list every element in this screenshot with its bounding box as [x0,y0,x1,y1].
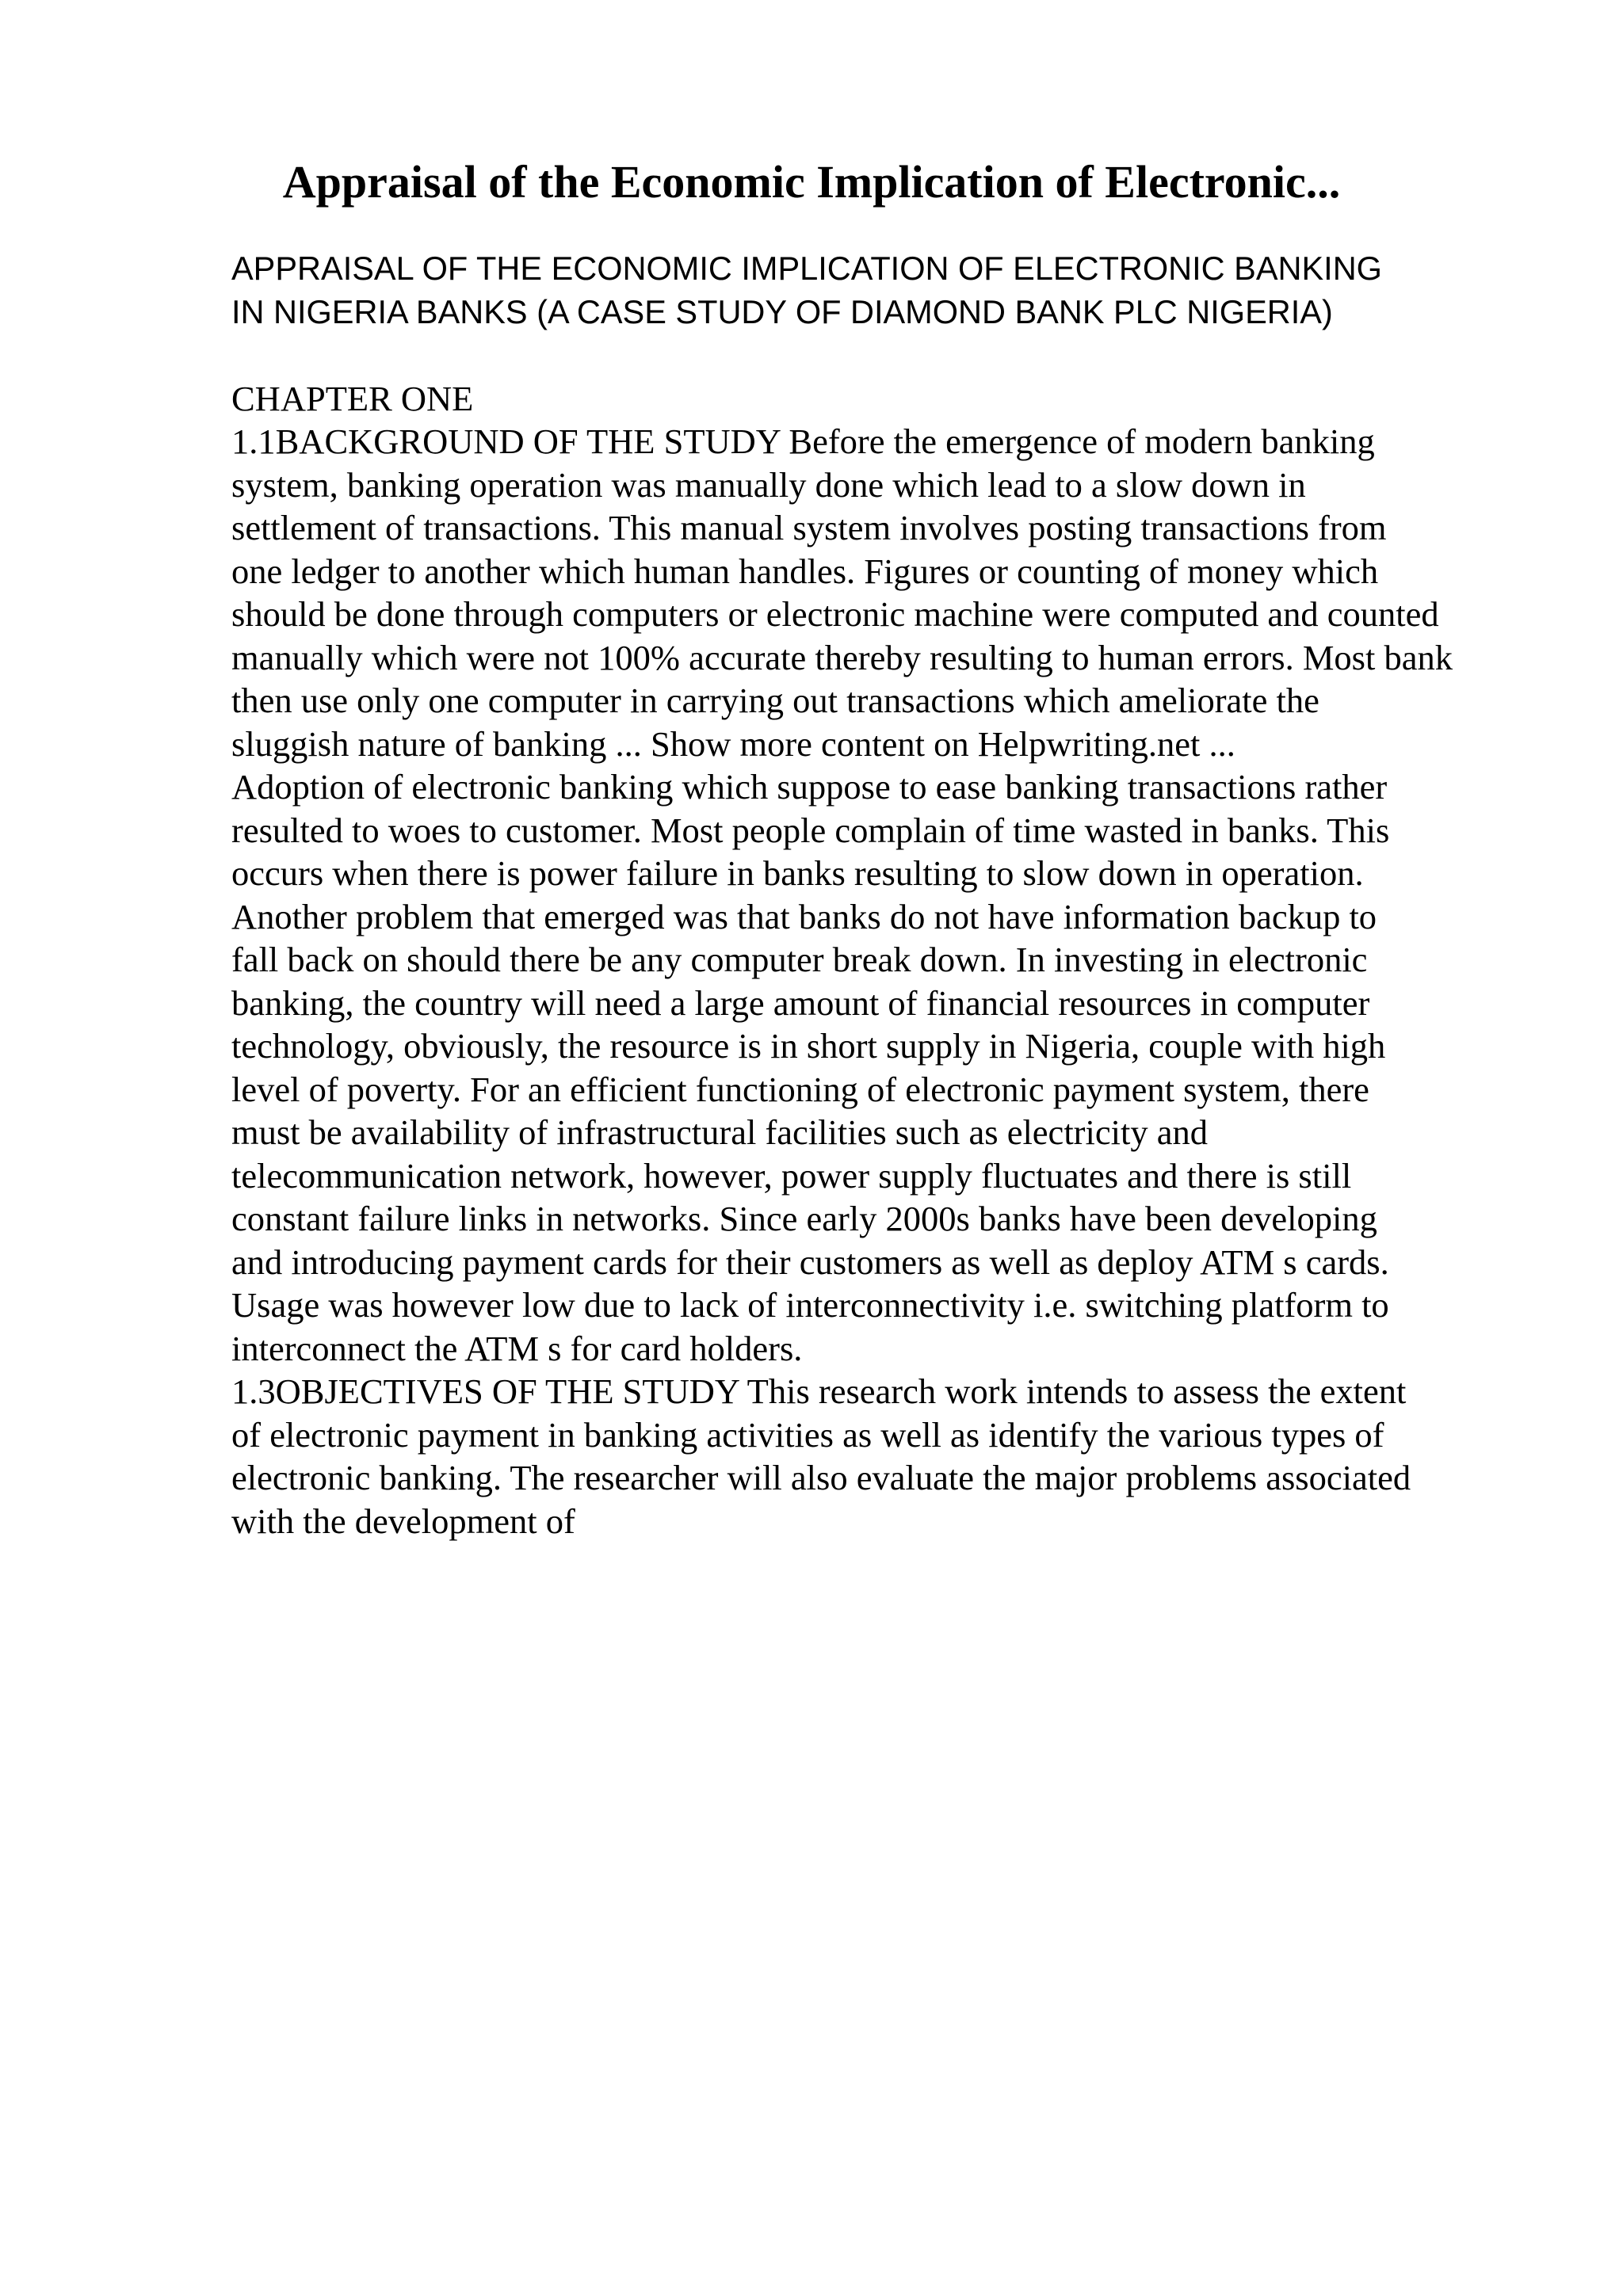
paragraph-line: of electronic payment in banking activities as well as identify the various types of [231,1414,1384,1455]
paragraph-line: telecommunication network, however, power supply fluctuates and there is still [231,1155,1352,1196]
paragraph-line: sluggish nature of banking ... Show more content on Helpwriting.net ... [231,723,1235,764]
paragraph-line: with the development of [231,1501,575,1541]
background-paragraph [231,420,1594,765]
paragraph-spacer [231,334,1594,377]
paragraph-line: then use only one computer in carrying out transactions which ameliorate the [231,681,1319,720]
paragraph-line: banking, the country will need a large amount of financial resources in computer [231,982,1370,1023]
paragraph-line: 1.3OBJECTIVES OF THE STUDY This research work intends to assess the extent [231,1371,1407,1411]
paragraph-line: constant failure links in networks. Since early 2000s banks have been developing [231,1199,1377,1238]
paragraph-line: occurs when there is power failure in banks resulting to slow down in operation. [231,853,1364,893]
paragraph-line: system, banking operation was manually done which lead to a slow down in [231,464,1306,505]
paragraph-line: must be availability of infrastructural facilities such as electricity and [231,1112,1208,1152]
document-subtitle [231,247,1594,334]
objectives-paragraph [231,1370,1594,1543]
paragraph-line: technology, obviously, the resource is in short supply in Nigeria, couple with high [231,1026,1386,1066]
paragraph-line: Adoption of electronic banking which suppose to ease banking transactions rather [231,767,1388,807]
paragraph-line: interconnect the ATM s for card holders. [231,1328,803,1368]
chapter-heading: CHAPTER ONE [231,378,474,418]
paragraph-line: Another problem that emerged was that banks do not have information backup to [231,896,1377,936]
document-title: Appraisal of the Economic Implication of Electronic... [282,156,1341,208]
paragraph-line: should be done through computers or electronic machine were computed and counted [231,594,1439,634]
paragraph-line: electronic banking. The researcher will also evaluate the major problems associated [231,1458,1411,1497]
paragraph-line: manually which were not 100% accurate thereby resulting to human errors. Most bank [231,637,1453,677]
paragraph-line: Usage was however low due to lack of interconnectivity i.e. switching platform to [231,1285,1389,1325]
paragraph-line: level of poverty. For an efficient functioning of electronic payment system, there [231,1069,1369,1109]
document-body [231,247,1594,1543]
subtitle-line: APPRAISAL OF THE ECONOMIC IMPLICATION OF ELECTRONIC BANKING [231,250,1382,287]
paragraph-line: and introducing payment cards for their customers as well as deploy ATM s cards. [231,1241,1389,1282]
subtitle-line: IN NIGERIA BANKS (A CASE STUDY OF DIAMOND BANK PLC NIGERIA) [231,292,1333,330]
paragraph-line: fall back on should there be any computer break down. In investing in electronic [231,940,1368,979]
paragraph-line: resulted to woes to customer. Most people complain of time wasted in banks. This [231,810,1390,850]
adoption-paragraph [231,765,1594,1370]
paragraph-line: one ledger to another which human handles. Figures or counting of money which [231,551,1379,591]
paragraph-line: settlement of transactions. This manual system involves posting transactions from [231,508,1387,547]
paragraph-line: 1.1BACKGROUND OF THE STUDY Before the emergence of modern banking [231,421,1375,461]
